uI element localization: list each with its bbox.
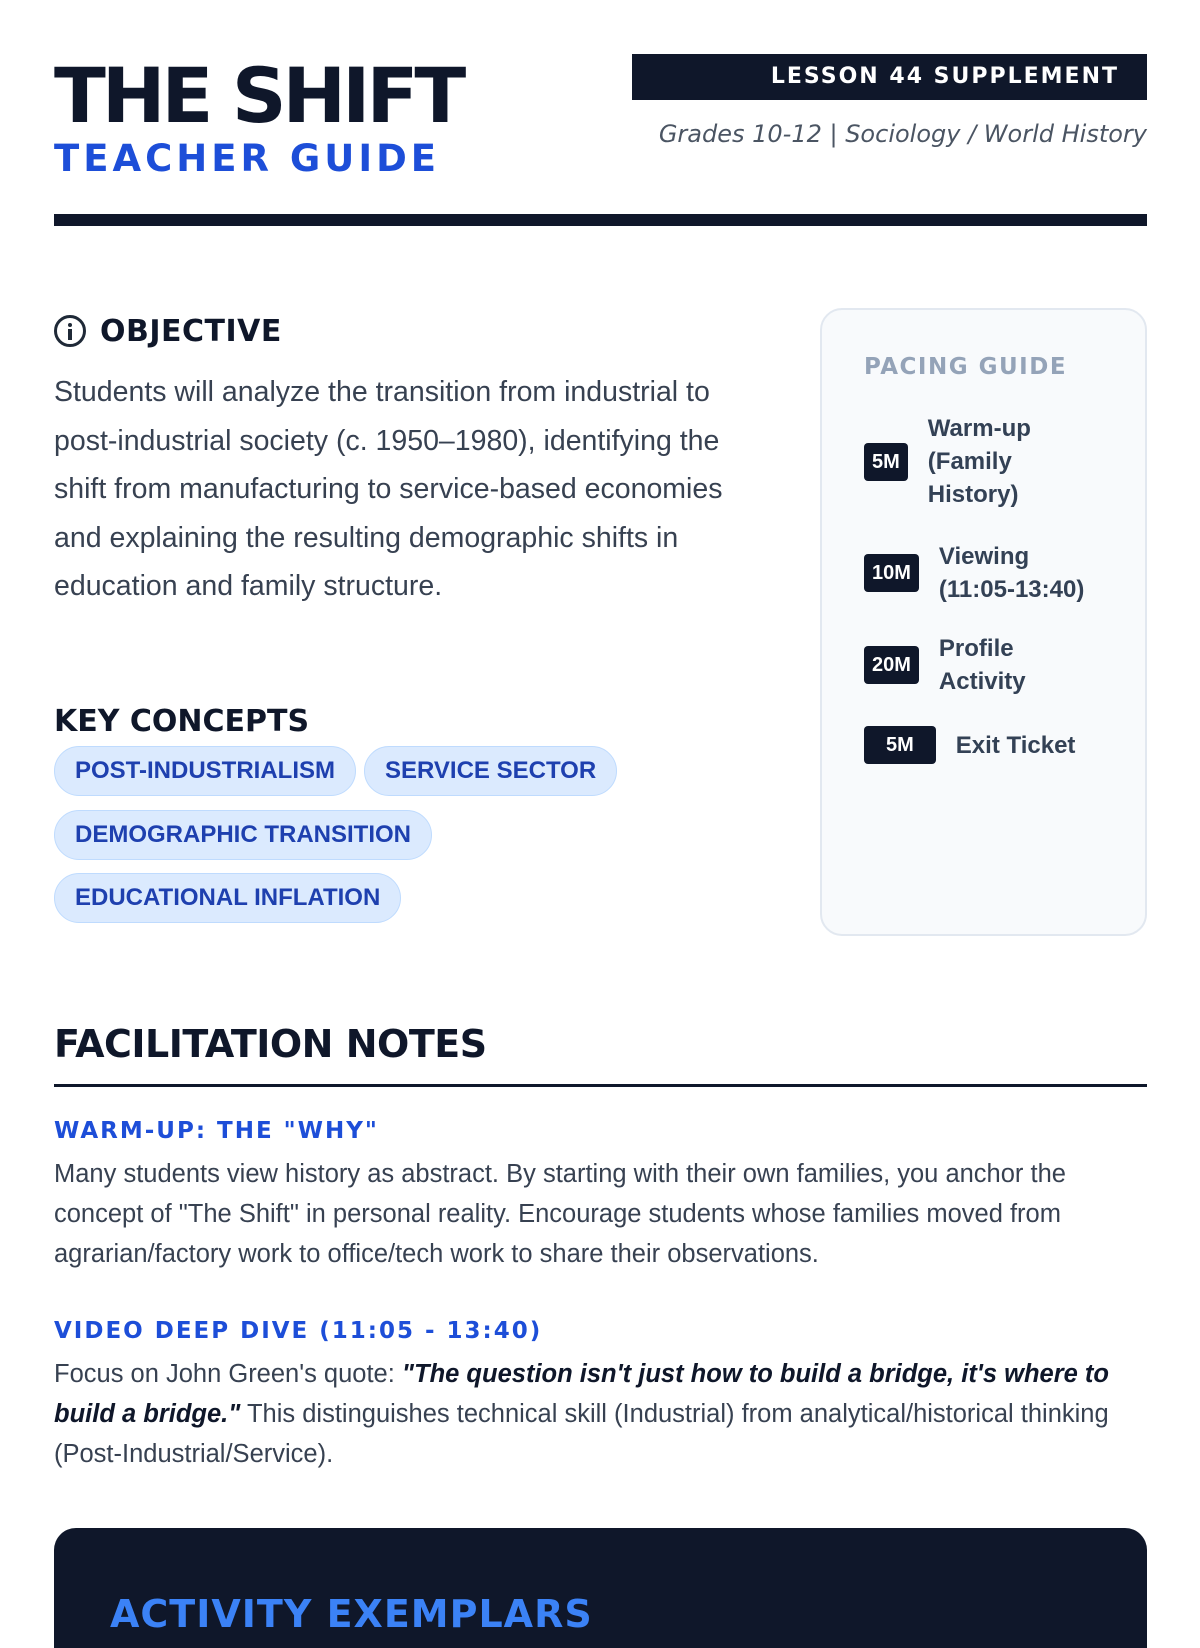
concept-tag: DEMOGRAPHIC TRANSITION: [54, 810, 432, 860]
pacing-guide-heading: PACING GUIDE: [864, 354, 1068, 380]
video-text-lead: Focus on John Green's quote:: [54, 1360, 402, 1388]
concept-tag: EDUCATIONAL INFLATION: [54, 873, 401, 923]
teacher-guide-page: [54, 0, 1147, 1636]
facilitation-notes-heading: FACILITATION NOTES: [54, 1022, 487, 1066]
lesson-badge: LESSON 44 SUPPLEMENT: [632, 54, 1147, 100]
pacing-time-badge: 5M: [864, 726, 936, 764]
pacing-item: [864, 726, 1075, 764]
pacing-item: [864, 412, 1038, 511]
activity-exemplars-heading: ACTIVITY EXEMPLARS: [110, 1592, 593, 1636]
header-divider: [54, 214, 1147, 226]
video-deep-dive-heading: VIDEO DEEP DIVE (11:05 - 13:40): [54, 1318, 543, 1344]
objective-text: Students will analyze the transition from industrial to post-industrial society (c. 1950–1980), identifying the shift from manufacturing to service-based economies and explaining the resulting demographic shifts in education and family structure.: [54, 376, 723, 602]
pacing-time-badge: 10M: [864, 554, 919, 592]
info-icon: [54, 315, 86, 347]
facilitation-divider: [54, 1084, 1147, 1087]
warmup-text: Many students view history as abstract. By starting with their own families, you anchor the concept of "The Shift" in personal reality. Encourage students whose families moved from agrarian/factory work to office/tech work to share their observations.: [54, 1160, 1066, 1268]
video-text-rest: This distinguishes technical skill (Industrial) from analytical/historical thinking (Post-Industrial/Service).: [54, 1400, 1109, 1468]
pacing-time-badge: 20M: [864, 646, 919, 684]
guide-subtitle: TEACHER GUIDE: [54, 137, 441, 180]
guide-title: THE SHIFT: [54, 51, 463, 140]
grades-subject-line: Grades 10-12 | Sociology / World History: [658, 120, 1147, 148]
objective-heading-row: [54, 312, 282, 350]
key-concepts-heading: KEY CONCEPTS: [54, 704, 310, 739]
header: [54, 51, 1147, 226]
pacing-item: [864, 632, 1049, 698]
pacing-item-label: Profile Activity: [938, 635, 1026, 695]
concept-tag: SERVICE SECTOR: [364, 746, 617, 796]
video-deep-dive-text: [54, 1354, 1147, 1474]
pacing-item-label: Exit Ticket: [955, 731, 1076, 759]
pacing-item: [864, 540, 1099, 606]
objective-heading: OBJECTIVE: [100, 313, 282, 349]
pacing-time-badge: 5M: [864, 443, 908, 481]
warmup-heading: WARM-UP: THE "WHY": [54, 1118, 379, 1144]
activity-exemplars-panel: [54, 1528, 1147, 1648]
pacing-item-label: Viewing (11:05-13:40): [938, 543, 1085, 603]
concept-tag: POST-INDUSTRIALISM: [54, 746, 356, 796]
pacing-guide-card: [820, 308, 1147, 936]
pacing-item-label: Warm-up (Family History): [927, 415, 1031, 508]
john-green-quote: "The question isn't just how to build a bridge, it's where to build a bridge.": [54, 1360, 1109, 1428]
